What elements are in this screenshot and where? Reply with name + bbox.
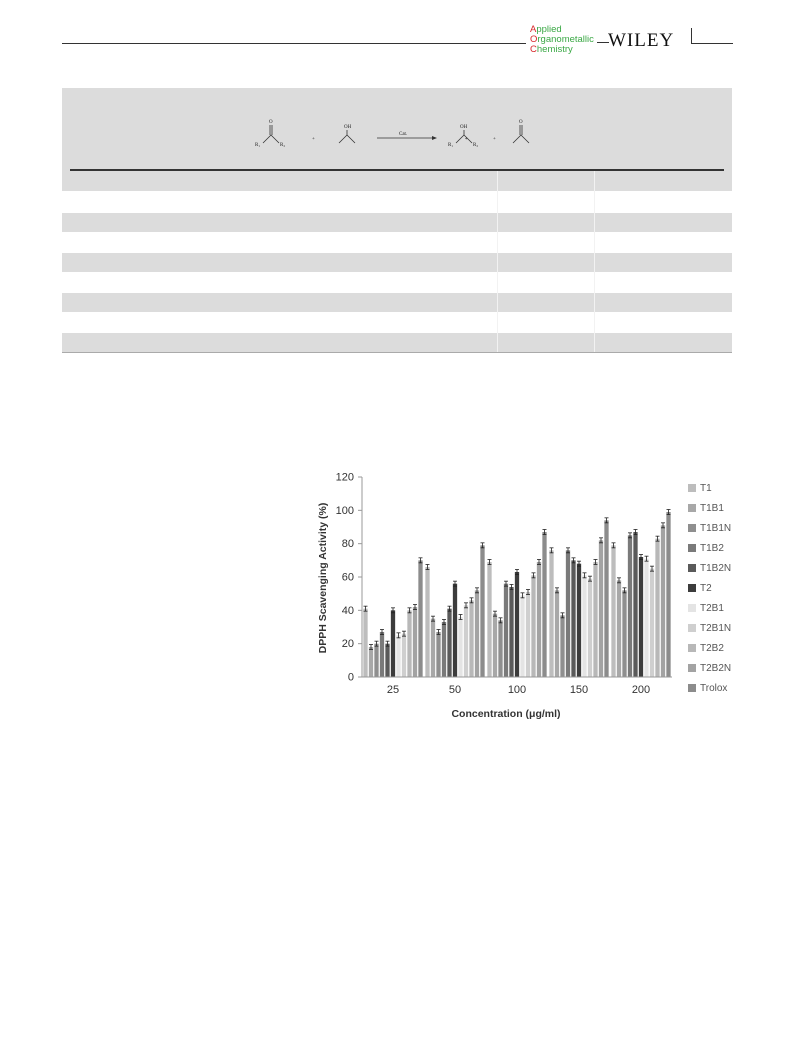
bar-t1-50	[425, 567, 429, 677]
product-oh-label: OH	[460, 125, 468, 130]
bar-t1-200	[611, 545, 615, 677]
bar-t1b1n-200	[622, 590, 626, 677]
header-rule-right	[691, 43, 733, 44]
bar-t2b2-50	[469, 600, 473, 677]
bar-trolox-100	[542, 532, 546, 677]
table-column-divider	[497, 171, 498, 352]
bar-t1b1-25	[369, 647, 373, 677]
legend-item-t2	[688, 582, 712, 594]
bar-t1b2-150	[566, 550, 570, 677]
legend-swatch	[688, 684, 696, 692]
table-bottom-rule	[62, 352, 732, 353]
results-table	[62, 88, 732, 353]
ketone-r2-label: R₂	[280, 143, 286, 148]
bar-t1b1n-25	[374, 644, 378, 677]
product-r2-label: R₂	[473, 143, 479, 148]
catalyst-label: Cat.	[399, 132, 408, 137]
legend-label: Trolox	[700, 682, 728, 694]
bar-t1b2n-50	[447, 609, 451, 677]
alcohol-left-bond	[339, 135, 347, 143]
bar-t1b1-150	[555, 590, 559, 677]
bar-t2b1n-150	[588, 579, 592, 677]
journal-logo-line-2: Organometallic	[530, 34, 594, 45]
bar-t1b2n-200	[633, 532, 637, 677]
journal-logo	[530, 25, 594, 55]
legend-item-t1b2	[688, 542, 724, 554]
table-row-stripe	[62, 333, 732, 352]
acetone-o-label: O	[519, 120, 523, 125]
legend-item-t2b1	[688, 602, 724, 614]
x-tick-label: 25	[386, 684, 400, 696]
legend-item-t2b2n	[688, 662, 731, 674]
y-tick-label: 40	[341, 604, 354, 617]
x-tick-label: 150	[569, 684, 589, 696]
bar-trolox-50	[480, 545, 484, 677]
bar-t2b1-50	[458, 617, 462, 677]
bar-t1b1n-150	[560, 615, 564, 677]
bar-t2b2-200	[655, 539, 659, 677]
legend-label: T1B1	[700, 502, 724, 514]
bar-t2b1n-25	[402, 634, 406, 677]
bar-t2b2-100	[531, 575, 535, 677]
x-tick-label: 50	[448, 684, 462, 696]
legend-swatch	[688, 604, 696, 612]
legend-item-t1b1n	[688, 522, 731, 534]
y-tick-label: 0	[347, 671, 354, 684]
bar-t2b2n-200	[661, 525, 665, 677]
alcohol-right-bond	[347, 135, 355, 143]
legend-item-t1b2n	[688, 562, 731, 574]
bar-t2b1-200	[644, 559, 648, 677]
journal-logo-rest-1: pplied	[536, 24, 562, 35]
ketone-o-label: O	[269, 120, 273, 125]
bar-trolox-200	[666, 512, 670, 677]
bar-t2-25	[391, 610, 395, 677]
bar-t1b1-50	[431, 619, 435, 677]
legend-swatch	[688, 624, 696, 632]
bar-t2b1n-100	[526, 592, 530, 677]
legend-swatch	[688, 564, 696, 572]
dpph-bar-chart	[310, 463, 740, 725]
bar-t2-200	[639, 557, 643, 677]
bar-t1b2-100	[504, 584, 508, 677]
product-r1-label: R₁	[448, 143, 454, 148]
y-tick-label: 100	[335, 504, 354, 517]
bar-t1b2n-100	[509, 587, 513, 677]
y-tick-label: 80	[341, 538, 354, 551]
table-column-divider	[594, 171, 595, 352]
legend-swatch	[688, 524, 696, 532]
table-header-rule	[70, 169, 724, 171]
plus-sign: +	[312, 137, 315, 142]
bar-trolox-150	[604, 520, 608, 677]
header-tick	[691, 28, 692, 44]
journal-logo-rest-3: hemistry	[536, 44, 573, 55]
ketone-r1-label: R₁	[255, 143, 261, 148]
acetone-left-bond	[513, 135, 521, 143]
bar-t2b2n-50	[475, 590, 479, 677]
journal-logo-line-3: Chemistry	[530, 44, 573, 55]
bar-t1b1n-50	[436, 632, 440, 677]
bar-t2b1-150	[582, 575, 586, 677]
y-tick-label: 20	[341, 638, 354, 651]
legend-label: T2B1	[700, 602, 724, 614]
alcohol-oh-label: OH	[344, 125, 352, 130]
bar-t2b1n-200	[650, 569, 654, 677]
bar-t2-100	[515, 572, 519, 677]
legend-swatch	[688, 644, 696, 652]
legend-item-t2b1n	[688, 622, 731, 634]
legend-label: T2	[700, 582, 712, 594]
header-rule-left	[62, 43, 526, 44]
legend-item-t1	[688, 482, 712, 494]
ketone-r2-bond	[271, 135, 279, 143]
bar-t1b2-200	[628, 535, 632, 677]
x-axis-title: Concentration (μg/ml)	[451, 708, 561, 720]
bar-t1-25	[363, 609, 367, 677]
legend-label: T2B1N	[700, 622, 732, 634]
y-axis-title: DPPH Scavenging Activity (%)	[317, 502, 329, 654]
legend-label: T2B2	[700, 642, 724, 654]
legend-label: T1B2N	[700, 562, 732, 574]
bar-t2b2-25	[407, 610, 411, 677]
legend-item-t2b2	[688, 642, 724, 654]
bar-t2b2-150	[593, 562, 597, 677]
bar-t1b2-25	[380, 632, 384, 677]
bar-t1b2-50	[442, 622, 446, 677]
reaction-arrow-head	[432, 136, 437, 140]
legend-label: T1	[700, 482, 712, 494]
ketone-r1-bond	[263, 135, 271, 143]
bar-t1-100	[487, 562, 491, 677]
bar-t2b2n-150	[599, 540, 603, 677]
product-r1-bond	[456, 135, 464, 143]
y-tick-label: 120	[335, 471, 354, 484]
bar-t2b1-100	[520, 595, 524, 677]
table-row-stripe	[62, 293, 732, 312]
legend-swatch	[688, 484, 696, 492]
table-row-stripe	[62, 213, 732, 232]
bar-t1b1-200	[617, 580, 621, 677]
y-tick-label: 60	[341, 571, 354, 584]
x-tick-label: 200	[631, 684, 651, 696]
legend-swatch	[688, 584, 696, 592]
legend-item-trolox	[688, 682, 727, 694]
bar-t1b2n-150	[571, 560, 575, 677]
bar-t1b2n-25	[385, 644, 389, 677]
publisher-logo: WILEY	[608, 30, 675, 51]
legend-swatch	[688, 504, 696, 512]
plus-sign: +	[493, 137, 496, 142]
acetone-right-bond	[521, 135, 529, 143]
bar-t2b2n-100	[537, 562, 541, 677]
legend-label: T2B2N	[700, 662, 732, 674]
bar-t2b1n-50	[464, 605, 468, 677]
journal-logo-rest-2: rganometallic	[537, 34, 594, 45]
bar-t2b1-25	[396, 635, 400, 677]
bar-t1b1-100	[493, 614, 497, 677]
legend-swatch	[688, 544, 696, 552]
x-tick-label: 100	[507, 684, 527, 696]
bar-t1-150	[549, 550, 553, 677]
legend-swatch	[688, 664, 696, 672]
legend-item-t1b1	[688, 502, 724, 514]
bar-t1b1n-100	[498, 620, 502, 677]
bar-t2-50	[453, 584, 457, 677]
table-row-stripe	[62, 253, 732, 272]
reaction-scheme	[252, 113, 542, 163]
journal-logo-line-1: Applied	[530, 24, 562, 35]
bar-t2b2n-25	[413, 607, 417, 677]
legend-label: T1B1N	[700, 522, 732, 534]
bar-trolox-25	[418, 560, 422, 677]
bar-t2-150	[577, 564, 581, 677]
stereocenter-label: *	[465, 138, 468, 143]
legend-label: T1B2	[700, 542, 724, 554]
